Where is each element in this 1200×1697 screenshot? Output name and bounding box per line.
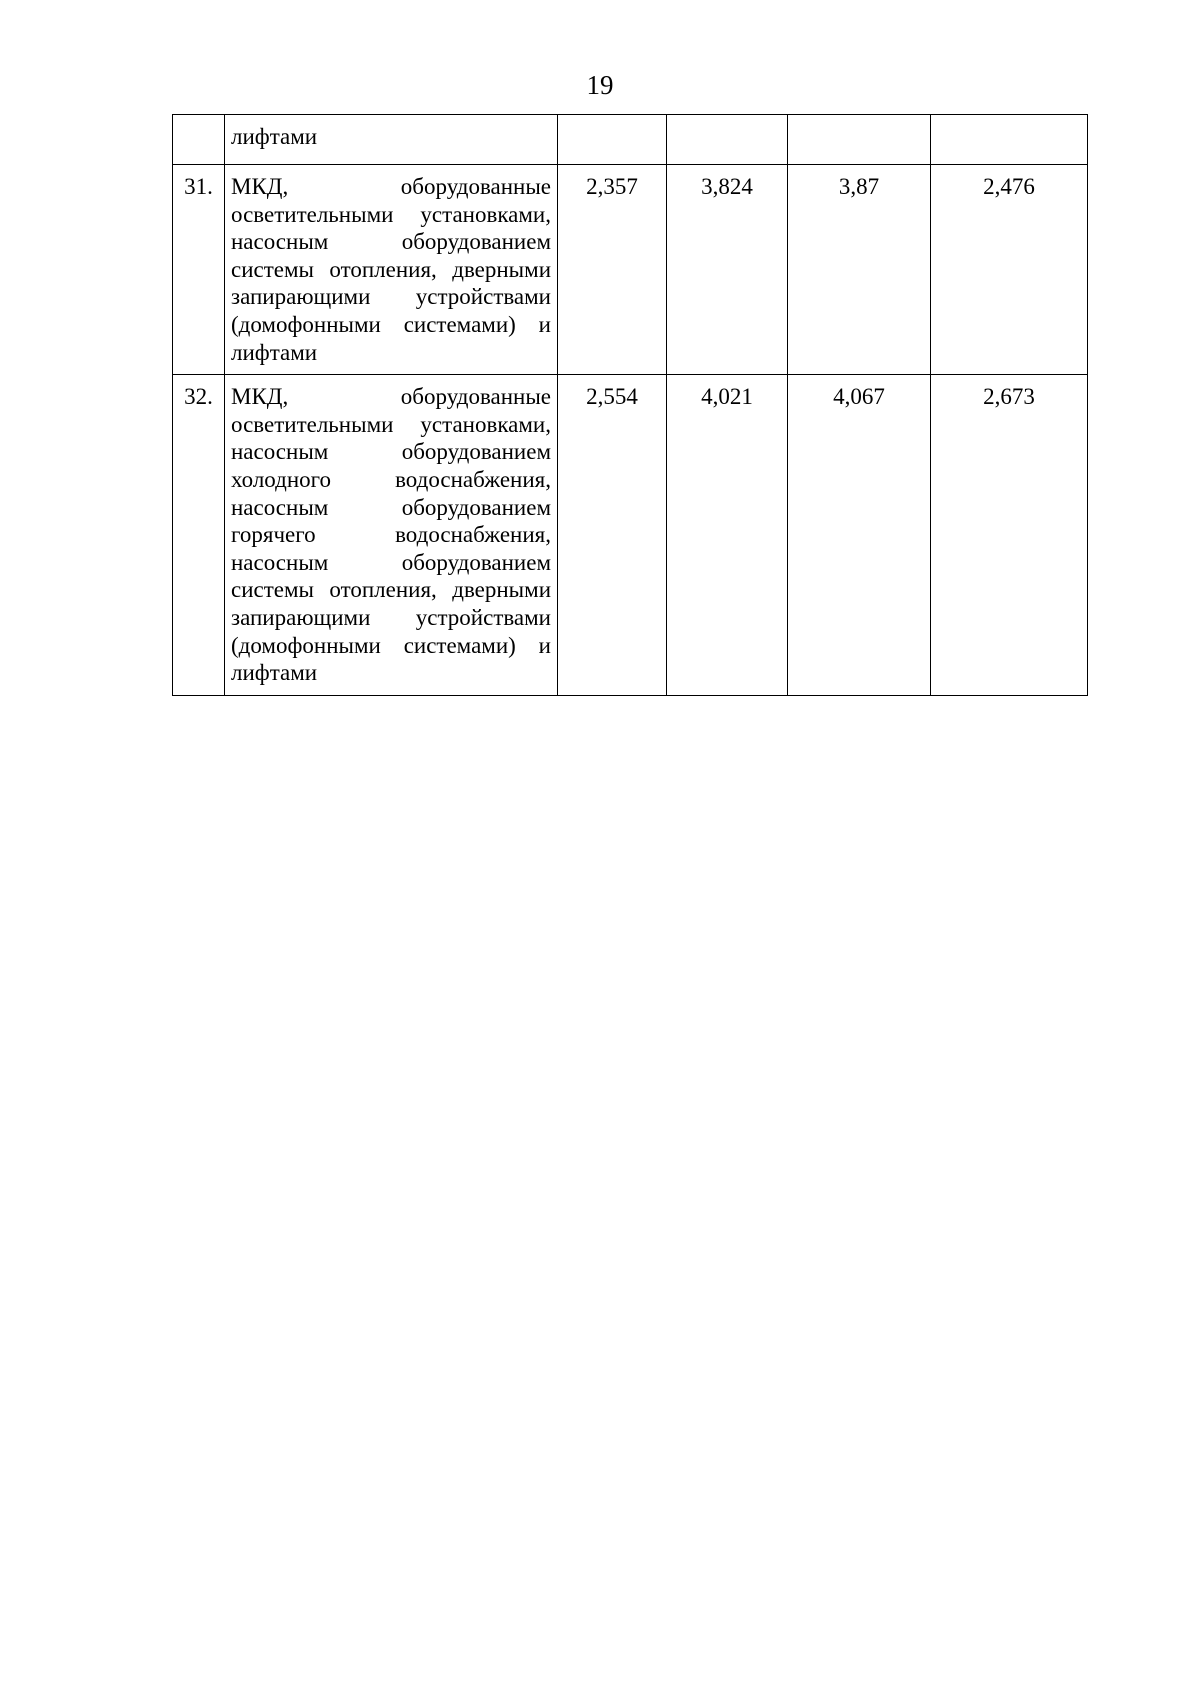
value-cell-1: 2,357 xyxy=(558,165,667,375)
value-cell-2: 3,824 xyxy=(667,165,788,375)
value-cell-3 xyxy=(788,115,931,165)
table-row xyxy=(173,115,1088,165)
table-row xyxy=(173,165,1088,375)
value-cell-1 xyxy=(558,115,667,165)
tariff-table xyxy=(172,114,1088,696)
row-number-cell xyxy=(173,115,225,165)
row-description-cell: МКД, оборудованные осветительными установками, насосным оборудованием холодного водоснабжения, насосным оборудованием горячего водоснабжения, насосным оборудованием системы отопления, дверными запирающими устройствами (домофонными системами) и лифтами xyxy=(225,375,558,696)
value-cell-2 xyxy=(667,115,788,165)
row-description-cell: лифтами xyxy=(225,115,558,165)
value-cell-3: 4,067 xyxy=(788,375,931,696)
row-number-cell: 32. xyxy=(173,375,225,696)
row-description-cell: МКД, оборудованные осветительными установками, насосным оборудованием системы отопления, дверными запирающими устройствами (домофонными системами) и лифтами xyxy=(225,165,558,375)
value-cell-4: 2,673 xyxy=(931,375,1088,696)
table-row xyxy=(173,375,1088,696)
value-cell-4 xyxy=(931,115,1088,165)
value-cell-2: 4,021 xyxy=(667,375,788,696)
value-cell-4: 2,476 xyxy=(931,165,1088,375)
value-cell-3: 3,87 xyxy=(788,165,931,375)
row-number-cell: 31. xyxy=(173,165,225,375)
value-cell-1: 2,554 xyxy=(558,375,667,696)
page-number: 19 xyxy=(586,70,614,100)
